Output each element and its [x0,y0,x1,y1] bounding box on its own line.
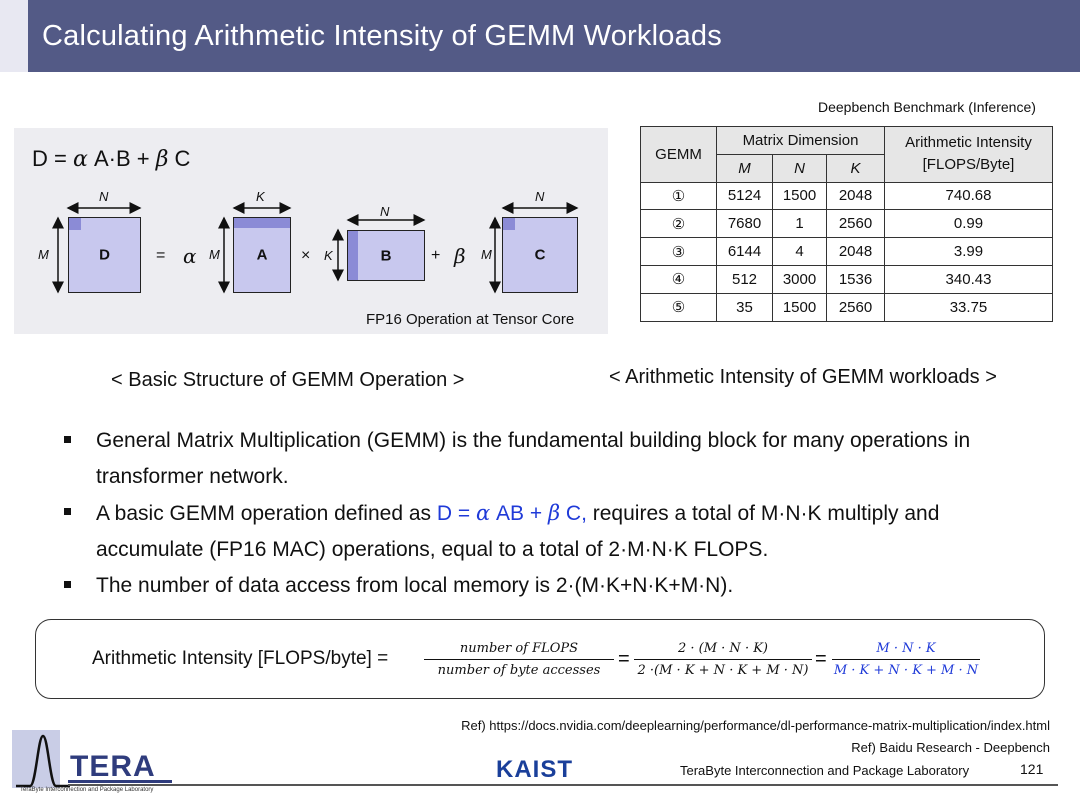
dim-label-k: K [324,248,333,263]
dim-label-n: N [535,189,545,204]
bullet-item: A basic GEMM operation defined as D = α AB + β C, requires a total of M·N·K multiply and accumulate (FP16 MAC) operations, equal to a total of 2·M·N·K FLOPS. [62,495,1042,568]
table-row: ③ 6144 4 2048 3.99 [641,238,1053,266]
matrix-c: C [502,217,578,293]
fraction-flops-over-bytes: number of FLOPS number of byte accesses [424,641,614,678]
lab-name: TeraByte Interconnection and Package Laboratory [680,763,970,778]
slide-title: Calculating Arithmetic Intensity of GEMM Workloads [42,20,722,52]
op-beta: β [454,244,466,268]
matrix-a: A [233,217,291,293]
table-source: Deepbench Benchmark (Inference) [818,99,1036,115]
kaist-logo: KAIST [496,756,573,783]
gemm-formula: D = α A·B + β C [32,146,191,172]
op-equals: = [156,247,166,264]
header-m: M [717,154,773,182]
arithmetic-intensity-table [640,126,1053,322]
dim-label-m: M [481,247,492,262]
intensity-label: Arithmetic Intensity [FLOPS/byte] = [92,648,389,669]
header-gemm: GEMM [641,127,717,183]
table-row: ④ 512 3000 1536 340.43 [641,265,1053,293]
dim-label-n: N [380,204,390,219]
page-number: 121 [1020,761,1044,777]
dim-label-k: K [256,189,265,204]
tera-logo-text: TERA [70,750,156,783]
reference-deepbench: Ref) Baidu Research - Deepbench [851,740,1050,755]
figure-caption: < Basic Structure of GEMM Operation > [111,369,465,391]
dim-label-n: N [99,189,109,204]
table-row: ⑤ 35 1500 2560 33.75 [641,293,1053,321]
table-row: ① 5124 1500 2048 740.68 [641,182,1053,210]
table-caption: < Arithmetic Intensity of GEMM workloads > [609,366,997,388]
tera-logo-subtitle: TeraByte Interconnection and Package Laboratory [20,787,154,793]
fraction-simplified: $\frac{M \cdot N \cdot K}{M \cdot K + N \cdot K + M \cdot N}$ [833,641,979,678]
op-alpha: α [183,244,197,268]
bullet-item: General Matrix Multiplication (GEMM) is the fundamental building block for many operations in transformer network. [62,423,1042,495]
equals-sign: = [618,648,630,670]
header-matrix-dimension: Matrix Dimension [717,127,885,155]
matrix-d: D [68,217,141,293]
matrix-b: B [347,230,425,281]
reference-nvidia: Ref) https://docs.nvidia.com/deeplearning/performance/dl-performance-matrix-multiplication/index.html [461,718,1050,733]
op-plus: + [431,247,441,264]
dim-label-m: M [38,247,49,262]
header-arithmetic-intensity: Arithmetic Intensity [FLOPS/Byte] [885,127,1053,183]
footer-divider [68,784,1058,786]
bullet-item: The number of data access from local memory is 2·(M·K+N·K+M·N). [62,568,1042,604]
highlighted-formula: D = α AB + β C, [436,501,587,525]
equals-sign: = [815,648,827,670]
header-k: K [827,154,885,182]
bullet-list [62,423,1042,604]
table-row: ② 7680 1 2560 0.99 [641,210,1053,238]
figure-note: FP16 Operation at Tensor Core [366,311,575,328]
dim-label-m: M [209,247,220,262]
fraction-expanded: $\frac{2 \cdot (M \cdot N \cdot K)}{2 \cdot(M \cdot K + N \cdot K + M \cdot N)}$ [634,641,812,678]
op-times: × [301,247,311,264]
header-n: N [773,154,827,182]
